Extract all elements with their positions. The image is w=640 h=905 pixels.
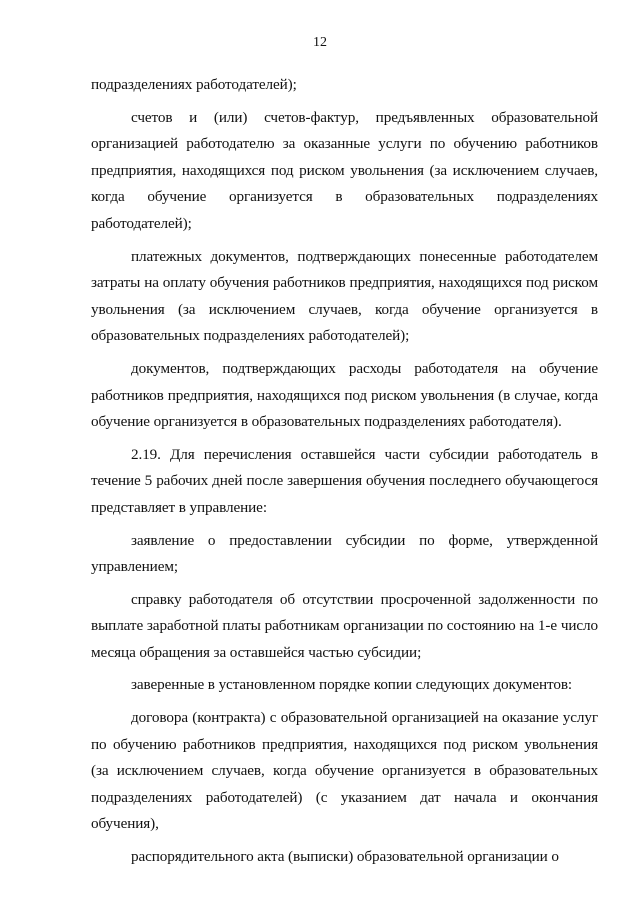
body-text [91,72,598,871]
paragraph: платежных документов, подтверждающих понесенные работодателем затраты на оплату обучения работников предприятия, находящихся под риском увольнения (за исключением случаев, когда обучение организуется в образовательных подразделениях работодателей); [91,247,598,345]
paragraph: распорядительного акта (выписки) образовательной организации о [131,848,559,866]
paragraph: документов, подтверждающих расходы работодателя на обучение работников предприятия, находящихся под риском увольнения (в случае, когда обучение организуется в образовательных подразделениях работодателя). [91,359,598,431]
paragraph: 2.19. Для перечисления оставшейся части субсидии работодатель в течение 5 рабочих дней после завершения обучения последнего обучающегося представляет в управление: [91,445,598,516]
paragraph: счетов и (или) счетов-фактур, предъявленных образовательной организацией работодателю за оказанные услуги по обучению работников предприятия, находящихся под риском увольнения (за исключением случаев, когда обучение организуется в образовательных подразделениях работодателей); [91,108,598,232]
paragraph: заявление о предоставлении субсидии по форме, утвержденной управлением; [91,531,598,576]
paragraph: договора (контракта) с образовательной организацией на оказание услуг по обучению работников предприятия, находящихся под риском увольнения (за исключением случаев, когда обучение организуется в образовательных подразделениях работодателей) (с указанием дат начала и окончания обучения), [91,709,598,833]
paragraph: заверенные в установленном порядке копии следующих документов: [131,676,573,694]
page-number: 12 [313,35,327,50]
paragraph: справку работодателя об отсутствии просроченной задолженности по выплате заработной платы работникам организации по состоянию на 1-е число месяца обращения за оставшейся частью субсидии; [91,590,598,661]
paragraph: подразделениях работодателей); [91,76,297,93]
